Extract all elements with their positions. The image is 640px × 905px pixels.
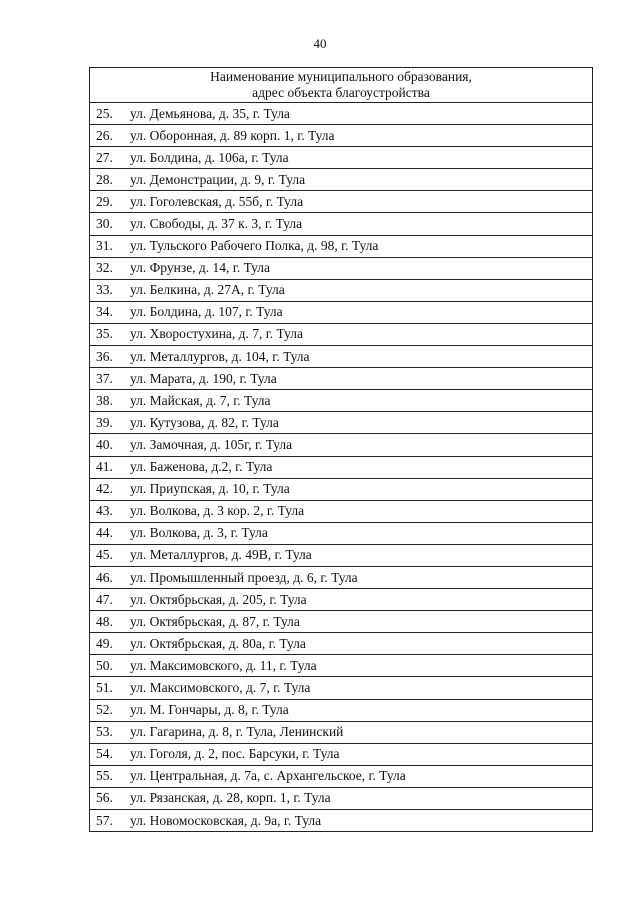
- table-row: [90, 368, 593, 390]
- row-number: 53.: [96, 724, 113, 740]
- row-number: 33.: [96, 282, 113, 298]
- table-row: [90, 765, 593, 787]
- row-number: 54.: [96, 746, 113, 762]
- row-address: ул. Болдина, д. 107, г. Тула: [130, 304, 283, 320]
- row-address: ул. Свободы, д. 37 к. 3, г. Тула: [130, 216, 303, 232]
- row-number: 30.: [96, 216, 113, 232]
- row-number: 44.: [96, 525, 113, 541]
- table-cell: [90, 169, 593, 191]
- row-number: 37.: [96, 370, 113, 386]
- row-number: 52.: [96, 702, 113, 718]
- table-cell: [90, 368, 593, 390]
- table-cell: [90, 125, 593, 147]
- table-row: [90, 743, 593, 765]
- row-address: ул. Фрунзе, д. 14, г. Тула: [130, 260, 271, 276]
- row-address: ул. Металлургов, д. 104, г. Тула: [130, 348, 310, 364]
- table-row: [90, 810, 593, 832]
- row-address: ул. Рязанская, д. 28, корп. 1, г. Тула: [130, 790, 331, 806]
- row-address: ул. Максимовского, д. 11, г. Тула: [130, 657, 317, 673]
- table-row: [90, 500, 593, 522]
- table-cell: [90, 765, 593, 787]
- row-number: 45.: [96, 547, 113, 563]
- table-cell: [90, 301, 593, 323]
- row-number: 26.: [96, 127, 113, 143]
- table-header: [90, 68, 593, 103]
- page-number: 40: [313, 36, 327, 51]
- table-row: [90, 103, 593, 125]
- row-number: 35.: [96, 326, 113, 342]
- row-address: ул. Гоголевская, д. 55б, г. Тула: [130, 193, 304, 209]
- table-row: [90, 346, 593, 368]
- row-number: 29.: [96, 193, 113, 209]
- table-cell: [90, 191, 593, 213]
- row-number: 32.: [96, 260, 113, 276]
- row-number: 47.: [96, 591, 113, 607]
- table-row: [90, 478, 593, 500]
- table-row: [90, 323, 593, 345]
- row-address: ул. Марата, д. 190, г. Тула: [130, 370, 277, 386]
- row-address: ул. Октябрьская, д. 87, г. Тула: [130, 613, 300, 629]
- table-cell: [90, 589, 593, 611]
- table-cell: [90, 323, 593, 345]
- table-row: [90, 544, 593, 566]
- table-row: [90, 633, 593, 655]
- row-number: 36.: [96, 348, 113, 364]
- table-cell: [90, 346, 593, 368]
- table-cell: [90, 412, 593, 434]
- row-address: ул. Кутузова, д. 82, г. Тула: [130, 414, 279, 430]
- table-cell: [90, 677, 593, 699]
- table-cell: [90, 390, 593, 412]
- table-cell: [90, 655, 593, 677]
- table-cell: [90, 456, 593, 478]
- table-cell: [90, 235, 593, 257]
- header-line-1: Наименование муниципального образования,: [210, 69, 472, 84]
- row-address: ул. Гоголя, д. 2, пос. Барсуки, г. Тула: [130, 746, 340, 762]
- row-number: 34.: [96, 304, 113, 320]
- table-cell: [90, 434, 593, 456]
- row-number: 57.: [96, 812, 113, 828]
- table-cell: [90, 566, 593, 588]
- table-cell: [90, 810, 593, 832]
- table-cell: [90, 213, 593, 235]
- row-address: ул. М. Гончары, д. 8, г. Тула: [130, 702, 289, 718]
- table-row: [90, 787, 593, 809]
- table-body: [90, 103, 593, 832]
- row-number: 25.: [96, 105, 113, 121]
- row-address: ул. Белкина, д. 27А, г. Тула: [130, 282, 285, 298]
- row-address: ул. Оборонная, д. 89 корп. 1, г. Тула: [130, 127, 335, 143]
- row-address: ул. Гагарина, д. 8, г. Тула, Ленинский: [130, 724, 344, 740]
- row-address: ул. Металлургов, д. 49В, г. Тула: [130, 547, 312, 563]
- row-number: 31.: [96, 238, 113, 254]
- address-table: [89, 67, 593, 832]
- table-row: [90, 434, 593, 456]
- table-cell: [90, 257, 593, 279]
- table-row: [90, 390, 593, 412]
- row-number: 43.: [96, 503, 113, 519]
- row-number: 50.: [96, 657, 113, 673]
- table-row: [90, 257, 593, 279]
- row-number: 27.: [96, 149, 113, 165]
- row-address: ул. Демонстрации, д. 9, г. Тула: [130, 171, 306, 187]
- header-line-2: адрес объекта благоустройства: [252, 85, 430, 100]
- row-address: ул. Тульского Рабочего Полка, д. 98, г. Тула: [130, 238, 379, 254]
- row-address: ул. Майская, д. 7, г. Тула: [130, 392, 271, 408]
- row-number: 56.: [96, 790, 113, 806]
- table-row: [90, 699, 593, 721]
- table-cell: [90, 611, 593, 633]
- row-address: ул. Баженова, д.2, г. Тула: [130, 459, 273, 475]
- table-row: [90, 191, 593, 213]
- row-address: ул. Новомосковская, д. 9а, г. Тула: [130, 812, 322, 828]
- row-address: ул. Октябрьская, д. 205, г. Тула: [130, 591, 307, 607]
- row-number: 49.: [96, 635, 113, 651]
- row-address: ул. Промышленный проезд, д. 6, г. Тула: [130, 569, 358, 585]
- row-address: ул. Замочная, д. 105г, г. Тула: [130, 436, 293, 452]
- table-row: [90, 611, 593, 633]
- row-address: ул. Хворостухина, д. 7, г. Тула: [130, 326, 304, 342]
- row-number: 28.: [96, 171, 113, 187]
- row-number: 46.: [96, 569, 113, 585]
- table-row: [90, 279, 593, 301]
- table-cell: [90, 633, 593, 655]
- table-cell: [90, 544, 593, 566]
- table-cell: [90, 478, 593, 500]
- row-number: 42.: [96, 481, 113, 497]
- table-cell: [90, 279, 593, 301]
- table-row: [90, 655, 593, 677]
- table-row: [90, 522, 593, 544]
- table-header-row: [90, 68, 593, 103]
- table-row: [90, 235, 593, 257]
- table-row: [90, 301, 593, 323]
- row-number: 38.: [96, 392, 113, 408]
- table-row: [90, 213, 593, 235]
- row-number: 55.: [96, 768, 113, 784]
- row-address: ул. Болдина, д. 106а, г. Тула: [130, 149, 289, 165]
- row-address: ул. Волкова, д. 3, г. Тула: [130, 525, 268, 541]
- row-address: ул. Приупская, д. 10, г. Тула: [130, 481, 290, 497]
- row-number: 40.: [96, 436, 113, 452]
- table-cell: [90, 103, 593, 125]
- table-cell: [90, 721, 593, 743]
- row-address: ул. Демьянова, д. 35, г. Тула: [130, 105, 290, 121]
- row-number: 48.: [96, 613, 113, 629]
- table-row: [90, 677, 593, 699]
- table-row: [90, 169, 593, 191]
- table-row: [90, 589, 593, 611]
- row-number: 41.: [96, 459, 113, 475]
- table-row: [90, 147, 593, 169]
- table-cell: [90, 787, 593, 809]
- table-cell: [90, 699, 593, 721]
- table-cell: [90, 743, 593, 765]
- table-cell: [90, 147, 593, 169]
- row-address: ул. Октябрьская, д. 80а, г. Тула: [130, 635, 306, 651]
- table-cell: [90, 500, 593, 522]
- table-row: [90, 125, 593, 147]
- table-row: [90, 721, 593, 743]
- table-row: [90, 412, 593, 434]
- row-address: ул. Центральная, д. 7а, с. Архангельское, г. Тула: [130, 768, 406, 784]
- table-row: [90, 566, 593, 588]
- row-number: 39.: [96, 414, 113, 430]
- row-number: 51.: [96, 679, 113, 695]
- table-cell: [90, 522, 593, 544]
- row-address: ул. Волкова, д. 3 кор. 2, г. Тула: [130, 503, 305, 519]
- row-address: ул. Максимовского, д. 7, г. Тула: [130, 679, 311, 695]
- table-row: [90, 456, 593, 478]
